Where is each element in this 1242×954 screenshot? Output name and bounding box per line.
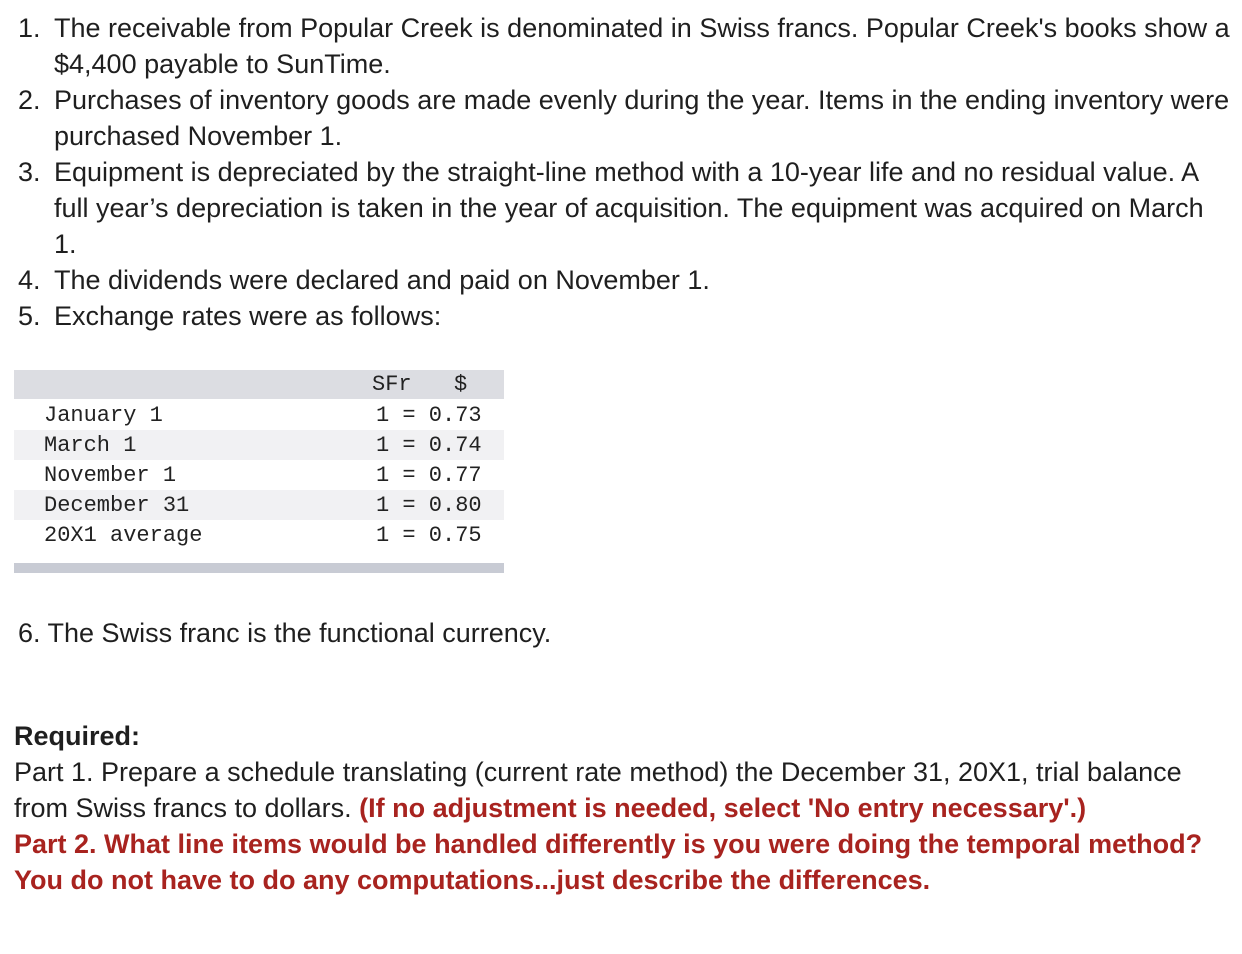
required-heading: Required: <box>14 721 141 751</box>
note-number: 2. <box>18 85 41 115</box>
note-text: Exchange rates were as follows: <box>54 301 442 331</box>
table-row <box>14 430 504 460</box>
note-item-3 <box>18 154 1233 262</box>
table-row <box>14 520 504 550</box>
column-header-sfr: SFr <box>372 372 412 397</box>
rate-value: 1 = 0.80 <box>376 493 482 518</box>
note-number: 4. <box>18 265 41 295</box>
part-1-instruction <box>14 754 1236 826</box>
table-row <box>14 460 504 490</box>
rate-date: January 1 <box>44 403 163 428</box>
table-footer-bar <box>14 563 504 573</box>
exchange-rates-table <box>14 370 504 573</box>
rate-value: 1 = 0.75 <box>376 523 482 548</box>
note-text: The receivable from Popular Creek is denominated in Swiss francs. Popular Creek's books show a $4,400 payable to SunTime. <box>54 13 1230 79</box>
column-header-usd: $ <box>454 372 468 397</box>
table-row <box>14 400 504 430</box>
part-1-note: (If no adjustment is needed, select 'No entry necessary'.) <box>359 793 1087 823</box>
note-number: 3. <box>18 157 41 187</box>
note-item-2 <box>18 82 1233 154</box>
rate-date: November 1 <box>44 463 177 488</box>
part-1-text: Part 1. Prepare a schedule translating (current rate method) the December 31, 20X1, trial balance from Swiss francs to dollars. <box>14 757 1182 823</box>
notes-list <box>18 10 1233 334</box>
rate-value: 1 = 0.73 <box>376 403 482 428</box>
rate-value: 1 = 0.74 <box>376 433 482 458</box>
note-item-4 <box>18 262 1233 298</box>
table-row <box>14 490 504 520</box>
part-2-instruction: Part 2. What line items would be handled differently is you were doing the temporal method? You do not have to do any computations...just describe the differences. <box>14 829 1203 895</box>
note-number: 1. <box>18 13 41 43</box>
note-item-1 <box>18 10 1233 82</box>
note-text: Purchases of inventory goods are made evenly during the year. Items in the ending inventory were purchased November 1. <box>54 85 1230 151</box>
required-section <box>14 718 1236 898</box>
rate-date: 20X1 average <box>44 523 203 548</box>
note-text: Equipment is depreciated by the straight-line method with a 10-year life and no residual value. A full year’s depreciation is taken in the year of acquisition. The equipment was acquired on March 1. <box>54 157 1204 259</box>
rate-date: December 31 <box>44 493 190 518</box>
note-6: 6. The Swiss franc is the functional currency. <box>18 618 552 648</box>
note-text: The dividends were declared and paid on November 1. <box>54 265 710 295</box>
note-item-5 <box>18 298 1233 334</box>
table-header <box>14 370 504 399</box>
note-number: 5. <box>18 301 41 331</box>
rate-value: 1 = 0.77 <box>376 463 482 488</box>
rate-date: March 1 <box>44 433 137 458</box>
